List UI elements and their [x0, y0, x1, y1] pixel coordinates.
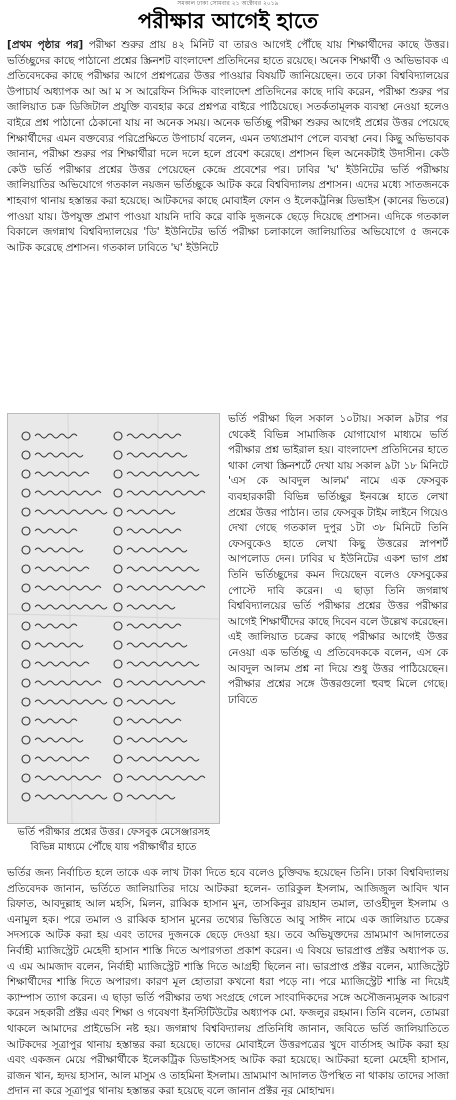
lead-text: পরীক্ষা শুরুর প্রায় ৪২ মিনিট বা তারও আগেই পৌঁছে যায় শিক্ষার্থীদের কাছে উত্তর। ভর্তিচ্ছুদের কাছে পাঠানো প্রশ্নের স্ক্রিনশট বাংলাদেশ প্রতিদিনের হাতে রয়েছে। অনেক শিক্ষার্থী ও অভিভাবক এ প্রতিবেদকের কাছে পরীক্ষার আগে প্রশ্নপত্রের উত্তর পাওয়ার বিষয়টি জানিয়েছেন। তবে ঢাকা বিশ্ববিদ্যালয়ের উপাচার্য অধ্যাপক আ আ ম স আরেফিন সিদ্দিক বাংলাদেশ প্রতিদিনের কাছে দাবি করেন, পরীক্ষা শুরুর পর জালিয়াত চক্র ডিজিটাল প্রযুক্তি ব্যবহার করে প্রশ্নপত্র বাইরে পাঠিয়েছে। সতর্কতামূলক ব্যবস্থা নেওয়া হলেও বাইরে প্রশ্ন পাঠানো ঠেকানো যায় না অনেক সময়। অনেক ভর্তিচ্ছু পরীক্ষা শুরুর আগেই প্রশ্নের উত্তর পেয়েছে শিক্ষার্থীদের এমন বক্তব্যের পরিপ্রেক্ষিতে উপাচার্য বলেন, এমন তথ্যপ্রমাণ পেলে ব্যবস্থা নেব। কিছু অভিভাবক জানান, পরীক্ষা শুরুর পর শিক্ষার্থীরা দলে দলে হলে প্রবেশ করেছে। প্রশাসন ছিল অনেকটাই উদাসীন। কেউ কেউ ভর্তি পরীক্ষার প্রশ্নের উত্তর পেয়েছেন কেন্দ্রে প্রবেশের পর। ঢাবির 'ঘ' ইউনিটের ভর্তি পরীক্ষায় জালিয়াতির অভিযোগে গতকাল নয়জন ভর্তিচ্ছুকে আটক করে বিশ্ববিদ্যালয় প্রশাসন। এদের মধ্যে সাতজনকে শাহবাগ থানায় হস্তান্তর করা হয়েছে। আটকদের কাছে মোবাইল ফোন ও ইলেকট্রনিক্স ডিভাইস (কানের ভিতরে) পাওয়া যায়। উপযুক্ত প্রমাণ পাওয়া যায়নি দাবি করে বাকি দুজনকে ছেড়ে দিয়েছে প্রশাসন। এদিকে গতকাল বিকালে জগন্নাথ বিশ্ববিদ্যালয়ের 'ডি' ইউনিটের ভর্তি পরীক্ষা চলাকালে জালিয়াতির অভিযোগে ৫ জনকে আটক করেছে প্রশাসন। গতকাল ঢাবিতে 'ঘ' ইউনিটে — [7, 39, 449, 254]
right-column-paragraph: ভর্তি পরীক্ষা ছিল সকাল ১০টায়। সকাল ৯টার পর থেকেই বিভিন্ন সামাজিক যোগাযোগ মাধ্যমে ভর্তি পরীক্ষার প্রশ্ন ভাইরাল হয়। বাংলাদেশ প্রতিদিনের হাতে থাকা লেখা স্ক্রিনশর্টে দেখা যায় সকাল ৯টা ১৮ মিনিটে 'এস কে আবদুল আলম' নামে এক ফেসবুক ব্যবহারকারী বিভিন্ন ভর্তিচ্ছুর ইনবক্সে হাতে লেখা প্রশ্নের উত্তর পাঠান। তার ফেসবুক টাইম লাইনে গিয়েও দেখা গেছে গতকাল দুপুর ১টা ৩৮ মিনিটে তিনি ফেসবুকেও হাতে লেখা কিছু উত্তরের স্নাপশর্ট আপলোড দেন। ঢাবির ঘ ইউনিটের একশ ভাগ প্রশ্ন তিনি ভর্তিচ্ছুদের কমন দিয়েছেন বলেও ফেসবুকের পোস্টে দাবি করেন। এ ছাড়া তিনি জগন্নাথ বিশ্ববিদ্যালয়ের ভর্তি পরীক্ষার প্রশ্নের উত্তর পরীক্ষার আগেই শিক্ষার্থীদের কাছে দিবেন বলে উল্লেখ করেছেন। এই জালিয়াত চক্রের কাছে পরীক্ষার আগেই উত্তর নেওয়া এক ভর্তিচ্ছু এ প্রতিবেদককে বলেন, এস কে আবদুল আলম প্রশ্ন না দিয়ে শুধু উত্তর পাঠিয়েছেন। পরীক্ষার প্রশ্নের সঙ্গে উত্তরগুলো হুবহু মিলে গেছে। ঢাবিতে — [228, 413, 448, 706]
right-column-text — [228, 412, 448, 866]
closing-paragraph — [7, 866, 449, 1098]
headline: পরীক্ষার আগেই হাতে — [137, 8, 319, 33]
handwritten-answer-sheet-photo — [7, 413, 220, 824]
continuation-marker: [প্রথম পৃষ্ঠার পর] — [7, 39, 84, 51]
newspaper-header-strip: সমকাল ঢাকা সোমবার ২১ অক্টোবর ২০১৯ — [177, 0, 279, 7]
lead-paragraph — [7, 38, 449, 412]
answer-sheet-drawing — [8, 414, 219, 823]
photo-caption: ভর্তি পরীক্ষার প্রশ্নের উত্তর। ফেসবুক মেসেঞ্জারসহ বিভিন্ন মাধ্যমে পৌঁছে যায় পরীক্ষার্থীর হাতে — [17, 827, 210, 853]
closing-text: ভর্তির জন্য নির্বাচিত হলে তাকে এক লাখ টাকা দিতে হবে বলেও চুক্তিবদ্ধ হয়েছেন তিনি। ঢাকা বিশ্ববিদ্যালয় প্রতিবেদক জানান, ভর্তিতে জালিয়াতির দায়ে আটকরা হলেন- তারিকুল ইসলাম, আজিজুল আবিদ খান রিফাত, আবদুল্লাহ আল মহসি, মিলন, রাব্বিক হাসান মুন, তাসকিনুর রায়হান তমাল, তাওহীদুল ইসলাম ও এনামুল হক। পরে তমাল ও রাব্বিক হাসান মুনের তথ্যের ভিত্তিতে আবু সাঈদ নামে এক জালিয়াত চক্রের সদস্যকে আটক করা হয় এবং তাদের দুজনকে ছেড়ে দেওয়া হয়। তবে অভিযুক্তদের ভ্রাম্যমাণ আদালতের নির্বাহী ম্যাজিস্ট্রেট মেহেদী হাসান শাস্তি দিতে অপারগতা প্রকাশ করেন। এ বিষয়ে ভারপ্রাপ্ত প্রক্টর অধ্যাপক ড. এ এম আমজাদ বলেন, নির্বাহী ম্যাজিস্ট্রেট শাস্তি দিতে আগ্রহী ছিলেন না। ভারপ্রাপ্ত প্রক্টর বলেন, ম্যাজিস্ট্রেট শিক্ষার্থীদের শাস্তি দিতে অপারগ। কারণ মূল হোতারা কখনো ধরা পড়ে না। পরে ম্যাজিস্ট্রেট শাস্তি না দিয়েই ক্যাম্পাস ত্যাগ করেন। এ ছাড়া ভর্তি পরীক্ষার তথ্য সংগ্রহে গেলে সাংবাদিকদের সঙ্গে অসৌজন্যমূলক আচরণ করেন সহকারী প্রক্টর এবং শিক্ষা ও গবেষণা ইনস্টিটিউটের অধ্যাপক মো. ফজলুর রহমান। তিনি বলেন, তোমরা থাকলে আমাদের প্রাইভেসি নষ্ট হয়। জগন্নাথ বিশ্ববিদ্যালয় প্রতিনিধি জানান, জবিতে ভর্তি জালিয়াতিতে আটকদের সূত্রাপুর থানায় হস্তান্তর করা হয়েছে। তাদের মোবাইলে উত্তরপত্রের খুদে বার্তাসহ আটক করা হয় এবং একজন মেয়ে পরীক্ষার্থীকে ইলেকট্রিক ডিভাইসসহ আটক করা হয়েছে। আটকরা হলো মেহেদী হাসান, রাজন খান, হৃদয় হাসান, আল মাসুম ও তাহমিনা ইসলাম। ভ্রাম্যমাণ আদালত উপস্থিত না থাকায় তাদের সাজা প্রদান না করে সূত্রাপুর থানায় হস্তান্তর করা হয়েছে বলে জানান প্রক্টর নূর মোহাম্মদ। — [7, 867, 449, 1098]
